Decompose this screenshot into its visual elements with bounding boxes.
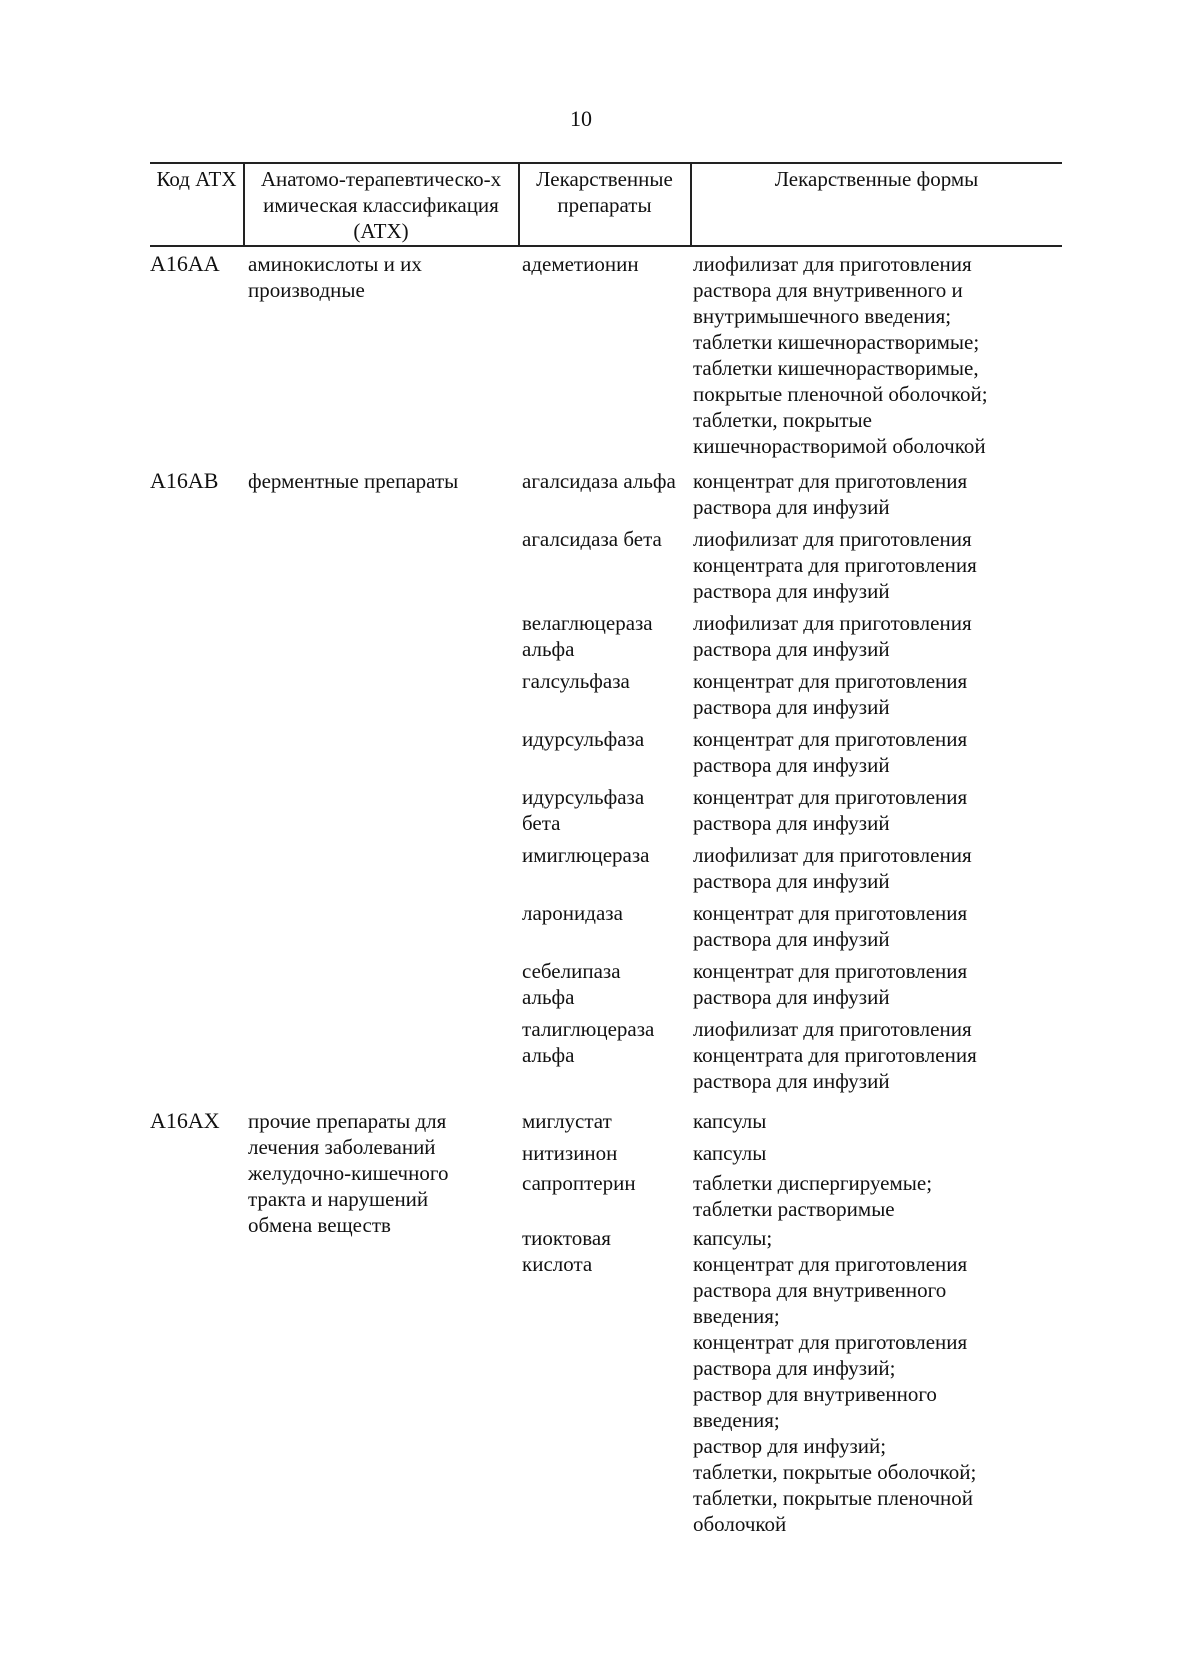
classification-text: обмена веществ [248, 1213, 391, 1237]
dosage-form: таблетки, покрытые [693, 408, 872, 432]
header-line: имическая классификация [263, 193, 499, 217]
table-header-cell [150, 166, 243, 192]
classification-text: прочие препараты для [248, 1109, 447, 1133]
dosage-form: концентрата для приготовления [693, 1043, 977, 1067]
drug-name: агалсидаза альфа [522, 469, 676, 493]
drug-name: идурсульфаза [522, 785, 645, 809]
drug-name: агалсидаза бета [522, 527, 662, 551]
dosage-form: раствора для инфузий [693, 579, 890, 603]
drug-name: адеметионин [522, 252, 639, 276]
dosage-form: раствора для инфузий [693, 927, 890, 951]
dosage-form: лиофилизат для приготовления [693, 527, 972, 551]
dosage-form: кишечнорастворимой оболочкой [693, 434, 986, 458]
dosage-form: раствора для инфузий [693, 695, 890, 719]
table-header-cell [691, 166, 1062, 192]
drug-name: галсульфаза [522, 669, 630, 693]
drug-name: сапроптерин [522, 1171, 636, 1195]
drug-name: тиоктовая [522, 1226, 611, 1250]
dosage-form: таблетки, покрытые пленочной [693, 1486, 974, 1510]
classification-text: производные [248, 278, 365, 302]
dosage-form: концентрат для приготовления [693, 1252, 968, 1276]
dosage-form: раствора для инфузий [693, 1069, 890, 1093]
dosage-form: таблетки кишечнорастворимые, [693, 356, 979, 380]
drug-name: бета [522, 811, 561, 835]
dosage-form: таблетки кишечнорастворимые; [693, 330, 980, 354]
drug-name: ларонидаза [522, 901, 623, 925]
atc-code: A16AB [150, 468, 219, 493]
dosage-form: концентрат для приготовления [693, 785, 968, 809]
classification-text: ферментные препараты [248, 469, 459, 493]
header-line: Лекарственные формы [774, 167, 979, 191]
header-line: Лекарственные [536, 167, 673, 191]
dosage-form: введения; [693, 1408, 780, 1432]
drug-name: себелипаза [522, 959, 621, 983]
dosage-form: лиофилизат для приготовления [693, 611, 972, 635]
dosage-form: концентрат для приготовления [693, 901, 968, 925]
dosage-form: таблетки растворимые [693, 1197, 895, 1221]
dosage-form: раствор для внутривенного [693, 1382, 937, 1406]
dosage-form: капсулы; [693, 1226, 773, 1250]
classification-text: лечения заболеваний [248, 1135, 436, 1159]
drug-name: миглустат [522, 1109, 612, 1133]
dosage-form: раствор для инфузий; [693, 1434, 887, 1458]
drug-name: нитизинон [522, 1141, 618, 1165]
classification-text: желудочно-кишечного [248, 1161, 449, 1185]
page-number: 10 [570, 106, 592, 131]
dosage-form: лиофилизат для приготовления [693, 843, 972, 867]
dosage-form: концентрата для приготовления [693, 553, 977, 577]
drug-name: велаглюцераза [522, 611, 653, 635]
header-line: Код АТХ [156, 167, 237, 191]
dosage-form: раствора для инфузий [693, 637, 890, 661]
header-line: (АТХ) [353, 219, 409, 243]
table-top-rule [150, 162, 1062, 164]
dosage-form: концентрат для приготовления [693, 669, 968, 693]
dosage-form: концентрат для приготовления [693, 959, 968, 983]
dosage-form: раствора для инфузий [693, 495, 890, 519]
dosage-form: раствора для инфузий [693, 985, 890, 1009]
dosage-form: введения; [693, 1304, 780, 1328]
classification-text: тракта и нарушений [248, 1187, 429, 1211]
dosage-form: таблетки диспергируемые; [693, 1171, 933, 1195]
dosage-form: раствора для внутривенного [693, 1278, 947, 1302]
atc-code: A16AA [150, 251, 220, 276]
dosage-form: оболочкой [693, 1512, 787, 1536]
table-header-cell [244, 166, 518, 244]
dosage-form: раствора для инфузий [693, 869, 890, 893]
dosage-form: раствора для внутривенного и [693, 278, 963, 302]
drug-name: имиглюцераза [522, 843, 650, 867]
drug-name: альфа [522, 637, 575, 661]
table-header-cell [519, 166, 690, 218]
dosage-form: покрытые пленочной оболочкой; [693, 382, 988, 406]
classification-text: аминокислоты и их [248, 252, 422, 276]
drug-name: кислота [522, 1252, 593, 1276]
dosage-form: лиофилизат для приготовления [693, 252, 972, 276]
drug-name: идурсульфаза [522, 727, 645, 751]
drug-name: альфа [522, 1043, 575, 1067]
dosage-form: таблетки, покрытые оболочкой; [693, 1460, 977, 1484]
dosage-form: раствора для инфузий [693, 753, 890, 777]
dosage-form: раствора для инфузий; [693, 1356, 896, 1380]
dosage-form: капсулы [693, 1109, 767, 1133]
drug-name: альфа [522, 985, 575, 1009]
dosage-form: лиофилизат для приготовления [693, 1017, 972, 1041]
table-header-rule [150, 245, 1062, 247]
dosage-form: раствора для инфузий [693, 811, 890, 835]
header-line: препараты [557, 193, 652, 217]
dosage-form: концентрат для приготовления [693, 727, 968, 751]
header-line: Анатомо-терапевтическо-х [260, 167, 502, 191]
dosage-form: капсулы [693, 1141, 767, 1165]
dosage-form: концентрат для приготовления [693, 469, 968, 493]
atc-code: A16AX [150, 1108, 220, 1133]
dosage-form: концентрат для приготовления [693, 1330, 968, 1354]
drug-name: талиглюцераза [522, 1017, 655, 1041]
dosage-form: внутримышечного введения; [693, 304, 952, 328]
